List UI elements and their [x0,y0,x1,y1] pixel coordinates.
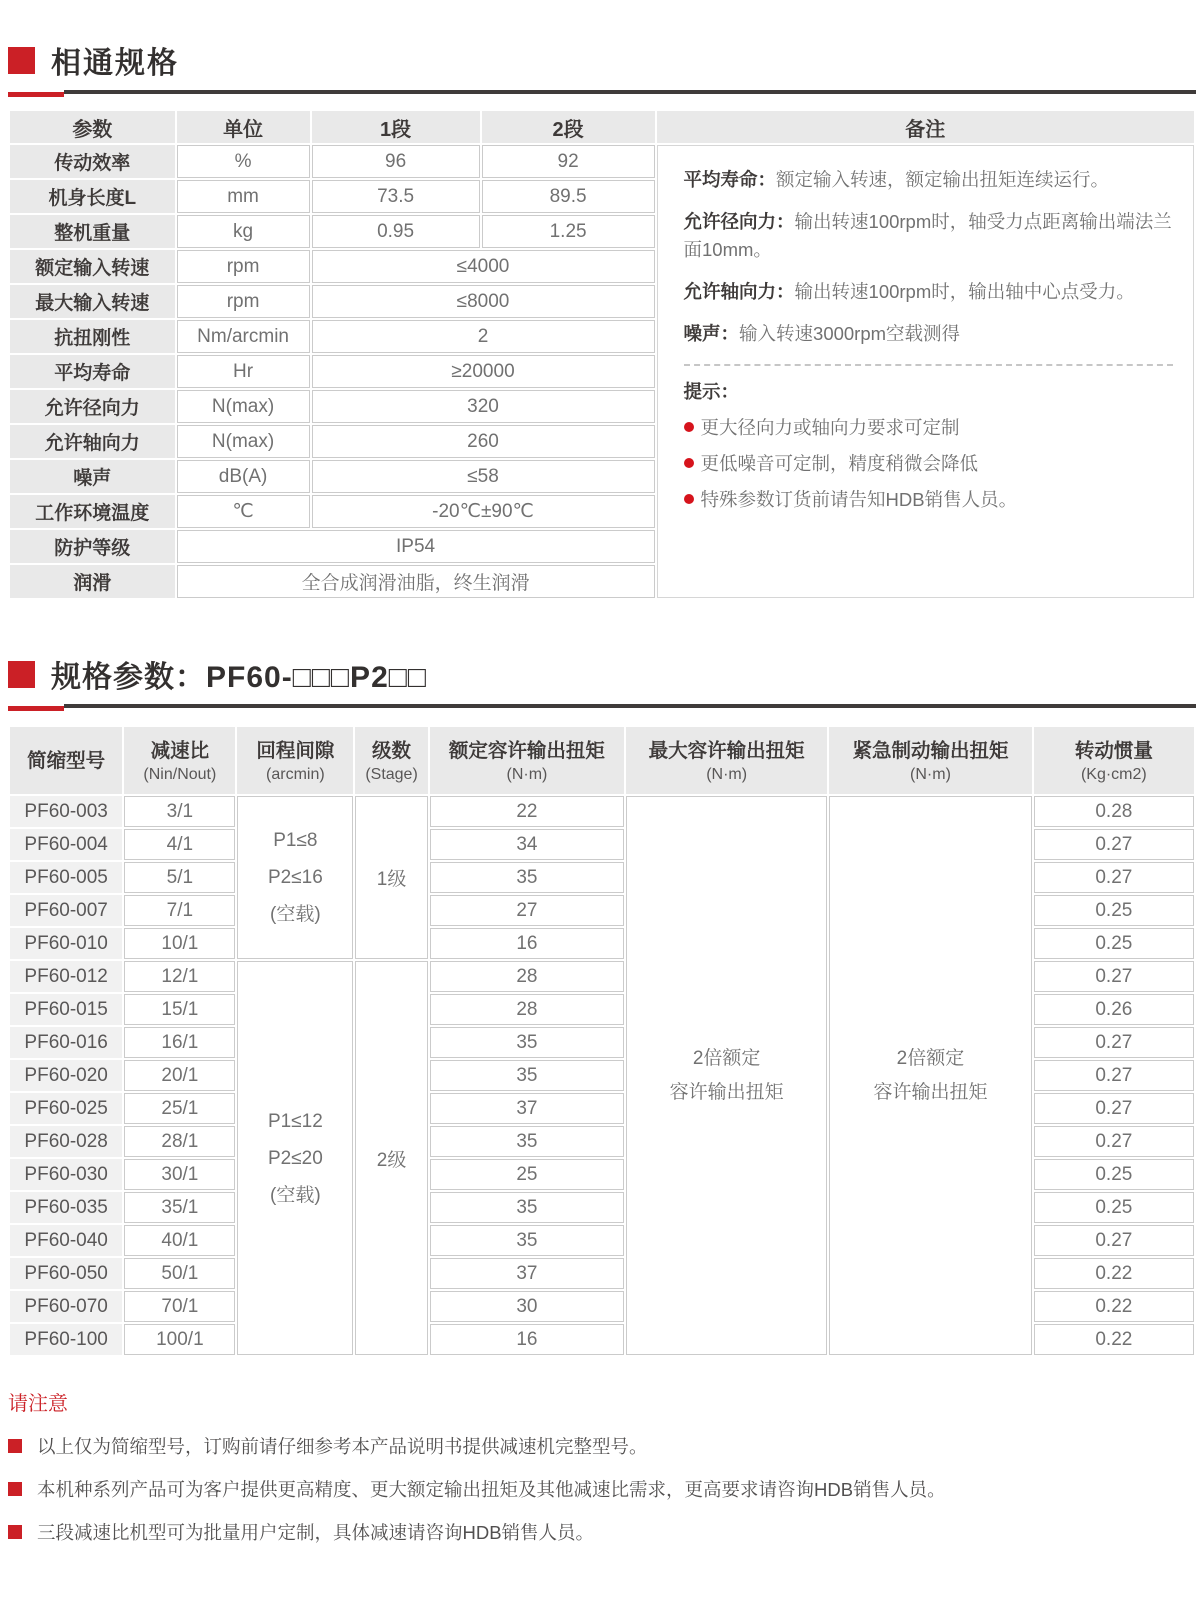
model-cell: PF60-010 [10,928,122,959]
remark-text: 输出转速100rpm时，轴受力点距离输出端法兰面10mm。 [683,210,1172,261]
tip-item [684,414,1173,440]
model-cell: PF60-028 [10,1126,122,1157]
inertia-cell: 0.25 [1034,1159,1194,1190]
underline-red-segment [8,92,64,97]
ratio-cell: 15/1 [124,994,235,1025]
unit-cell: N(max) [177,425,310,458]
rated-torque-cell: 37 [430,1093,624,1124]
stage2-value-cell: 92 [482,145,655,178]
table-header-row [10,727,1194,794]
model-cell: PF60-100 [10,1324,122,1355]
col-header-unit: (N·m) [506,766,548,784]
col-header-stage1: 1段 [312,111,480,143]
section-common-specs-header [8,38,1196,97]
max-torque-note-line: 2倍额定 [692,1047,761,1069]
col-header-remarks: 备注 [657,111,1194,143]
ratio-cell: 100/1 [124,1324,235,1355]
rated-torque-cell: 27 [430,895,624,926]
backlash-cell [237,796,353,959]
tip-item [684,486,1173,512]
remark-term: 噪声： [683,322,740,344]
ratio-cell: 70/1 [124,1291,235,1322]
inertia-cell: 0.25 [1034,928,1194,959]
rated-torque-cell: 35 [430,1126,624,1157]
ratio-cell: 35/1 [124,1192,235,1223]
ratio-cell: 16/1 [124,1027,235,1058]
col-header-title: 回程间隙 [256,740,335,762]
title-underline [8,90,1196,97]
table-row [10,796,1194,827]
value-cell: ≤8000 [312,285,655,318]
param-label-cell: 平均寿命 [10,355,175,388]
value-cell: ≤58 [312,460,655,493]
ratio-cell: 40/1 [124,1225,235,1256]
col-header [10,727,122,794]
rated-torque-cell: 35 [430,1192,624,1223]
note-item [8,1433,1196,1459]
rated-torque-cell: 35 [430,1060,624,1091]
stage1-value-cell: 73.5 [312,180,480,213]
col-header-title: 紧急制动输出扭矩 [852,740,1009,762]
inertia-cell: 0.22 [1034,1258,1194,1289]
stage-cell: 1级 [355,796,428,959]
param-label-cell: 传动效率 [10,145,175,178]
inertia-cell: 0.27 [1034,1060,1194,1091]
unit-cell: % [177,145,310,178]
ratio-cell: 50/1 [124,1258,235,1289]
backlash-line: (空载) [270,904,321,926]
param-label-cell: 噪声 [10,460,175,493]
ratio-cell: 30/1 [124,1159,235,1190]
rated-torque-cell: 35 [430,862,624,893]
remark-term: 允许轴向力： [683,281,795,303]
col-header [430,727,624,794]
inertia-cell: 0.27 [1034,1126,1194,1157]
col-header [829,727,1031,794]
section-bullet-icon [8,47,35,74]
col-header [1034,727,1194,794]
value-cell: 260 [312,425,655,458]
rated-torque-cell: 30 [430,1291,624,1322]
backlash-cell [237,961,353,1355]
col-header-stage2: 2段 [482,111,655,143]
value-cell: ≤4000 [312,250,655,283]
model-cell: PF60-050 [10,1258,122,1289]
col-header [124,727,235,794]
param-label-cell: 抗扭刚性 [10,320,175,353]
col-header-title: 转动惯量 [1074,740,1153,762]
note-text: 本机种系列产品可为客户提供更高精度、更大额定输出扭矩及其他减速比需求，更高要求请咨询HDB销售人员。 [37,1479,946,1501]
ratio-cell: 10/1 [124,928,235,959]
rated-torque-cell: 34 [430,829,624,860]
rated-torque-cell: 35 [430,1027,624,1058]
inertia-cell: 0.27 [1034,961,1194,992]
stage-cell: 2级 [355,961,428,1355]
underline-dark-segment [64,704,1196,708]
ratio-cell: 3/1 [124,796,235,827]
col-header-title: 减速比 [150,740,210,762]
bullet-icon [684,494,694,504]
param-label-cell: 防护等级 [10,530,175,563]
notes-title: 请注意 [8,1393,68,1416]
brake-torque-cell [829,796,1031,1355]
note-bullet-icon [8,1525,22,1539]
value-cell: 全合成润滑油脂，终生润滑 [177,565,655,598]
value-cell: 320 [312,390,655,423]
stage1-value-cell: 0.95 [312,215,480,248]
unit-cell: rpm [177,285,310,318]
inertia-cell: 0.28 [1034,796,1194,827]
tip-text: 特殊参数订货前请告知HDB销售人员。 [700,489,1018,511]
remark-term: 平均寿命： [683,169,777,190]
note-bullet-icon [8,1439,22,1453]
max-torque-note-line: 容许输出扭矩 [669,1081,784,1103]
rated-torque-cell: 28 [430,994,624,1025]
remark-text: 额定输入转速，额定输出扭矩连续运行。 [776,169,1110,190]
col-header-unit: (arcmin) [266,766,325,784]
col-header [626,727,827,794]
max-torque-cell [626,796,827,1355]
model-cell: PF60-070 [10,1291,122,1322]
table-header-row [10,111,1194,143]
model-cell: PF60-016 [10,1027,122,1058]
rated-torque-cell: 22 [430,796,624,827]
col-header-title: 最大容许输出扭矩 [648,740,805,762]
inertia-cell: 0.25 [1034,1192,1194,1223]
col-header-unit: (Nin/Nout) [143,766,217,784]
stage1-value-cell: 96 [312,145,480,178]
unit-cell: Nm/arcmin [177,320,310,353]
underline-red-segment [8,706,64,711]
bullet-icon [684,458,694,468]
remark-paragraph [684,208,1173,265]
model-cell: PF60-040 [10,1225,122,1256]
ratio-cell: 25/1 [124,1093,235,1124]
backlash-line: P1≤12 [267,1110,323,1132]
col-header-unit: (N·m) [910,766,951,784]
tip-item [684,450,1173,476]
param-label-cell: 工作环境温度 [10,495,175,528]
brake-torque-note-line: 容许输出扭矩 [873,1081,988,1103]
stage2-value-cell: 1.25 [482,215,655,248]
backlash-line: P2≤20 [267,1147,323,1169]
value-cell: -20℃±90℃ [312,495,655,528]
col-header [237,727,353,794]
backlash-line: (空载) [270,1184,321,1206]
inertia-cell: 0.25 [1034,895,1194,926]
bullet-icon [684,422,694,432]
col-header-param: 参数 [10,111,175,143]
remark-term: 允许径向力： [683,210,795,232]
note-item [8,1476,1196,1502]
ratio-cell: 4/1 [124,829,235,860]
rated-torque-cell: 16 [430,928,624,959]
note-text: 以上仅为简缩型号，订购前请仔细参考本产品说明书提供减速机完整型号。 [37,1436,648,1458]
param-label-cell: 整机重量 [10,215,175,248]
rated-torque-cell: 37 [430,1258,624,1289]
inertia-cell: 0.27 [1034,1027,1194,1058]
inertia-cell: 0.22 [1034,1291,1194,1322]
rated-torque-cell: 35 [430,1225,624,1256]
inertia-cell: 0.27 [1034,829,1194,860]
model-cell: PF60-005 [10,862,122,893]
param-label-cell: 机身长度L [10,180,175,213]
remark-paragraph [684,166,1173,195]
section-bullet-icon [8,661,35,688]
ratio-cell: 7/1 [124,895,235,926]
brake-torque-note-line: 2倍额定 [896,1047,965,1069]
param-label-cell: 允许轴向力 [10,425,175,458]
model-cell: PF60-007 [10,895,122,926]
ratio-cell: 12/1 [124,961,235,992]
model-cell: PF60-035 [10,1192,122,1223]
inertia-cell: 0.22 [1034,1324,1194,1355]
col-header-unit: (Kg·cm2) [1080,766,1147,784]
value-cell: 2 [312,320,655,353]
col-header-unit: (N·m) [706,766,748,784]
col-header-title: 级数 [372,740,412,762]
stage2-value-cell: 89.5 [482,180,655,213]
rated-torque-cell: 16 [430,1324,624,1355]
remarks-cell [657,145,1194,598]
backlash-line: P2≤16 [267,867,323,889]
title-underline [8,704,1196,711]
param-label-cell: 润滑 [10,565,175,598]
remark-paragraph [684,278,1173,307]
param-label-cell: 最大输入转速 [10,285,175,318]
model-cell: PF60-004 [10,829,122,860]
remark-paragraph [684,320,1173,349]
rated-torque-cell: 25 [430,1159,624,1190]
param-label-cell: 额定输入转速 [10,250,175,283]
col-header-title: 简缩型号 [27,750,106,772]
table-row [10,145,1194,178]
note-text: 三段减速比机型可为批量用户定制，具体减速请咨询HDB销售人员。 [37,1522,595,1544]
note-item [8,1519,1196,1545]
remark-text: 输出转速100rpm时，输出轴中心点受力。 [794,281,1135,303]
remark-text: 输入转速3000rpm空载测得 [739,322,961,344]
model-cell: PF60-025 [10,1093,122,1124]
unit-cell: mm [177,180,310,213]
model-cell: PF60-012 [10,961,122,992]
col-header-title: 额定容许输出扭矩 [448,740,605,762]
col-header-unit: 单位 [177,111,310,143]
section-title: 相通规格 [51,47,179,80]
model-cell: PF60-015 [10,994,122,1025]
note-bullet-icon [8,1482,22,1496]
common-spec-table [8,109,1196,600]
ratio-cell: 20/1 [124,1060,235,1091]
col-header [355,727,428,794]
rated-torque-cell: 28 [430,961,624,992]
tip-text: 更大径向力或轴向力要求可定制 [700,417,960,439]
col-header-unit: (Stage) [365,766,418,784]
ratio-cell: 5/1 [124,862,235,893]
tip-text: 更低噪音可定制，精度稍微会降低 [700,453,979,475]
inertia-cell: 0.27 [1034,1093,1194,1124]
dashed-divider [684,364,1173,366]
ratio-cell: 28/1 [124,1126,235,1157]
unit-cell: dB(A) [177,460,310,493]
unit-cell: N(max) [177,390,310,423]
param-label-cell: 允许径向力 [10,390,175,423]
inertia-cell: 0.27 [1034,1225,1194,1256]
underline-dark-segment [64,90,1196,94]
value-cell: IP54 [177,530,655,563]
notes-list [8,1433,1196,1545]
unit-cell: Hr [177,355,310,388]
spec-params-table [8,725,1196,1357]
model-cell: PF60-030 [10,1159,122,1190]
section-title: 规格参数：PF60-□□□P2□□ [51,661,427,694]
value-cell: ≥20000 [312,355,655,388]
unit-cell: rpm [177,250,310,283]
unit-cell: ℃ [177,495,310,528]
unit-cell: kg [177,215,310,248]
model-cell: PF60-003 [10,796,122,827]
inertia-cell: 0.26 [1034,994,1194,1025]
model-cell: PF60-020 [10,1060,122,1091]
tips-title: 提示： [683,381,740,403]
inertia-cell: 0.27 [1034,862,1194,893]
section-spec-params-header [8,652,1196,711]
backlash-line: P1≤8 [273,830,318,852]
